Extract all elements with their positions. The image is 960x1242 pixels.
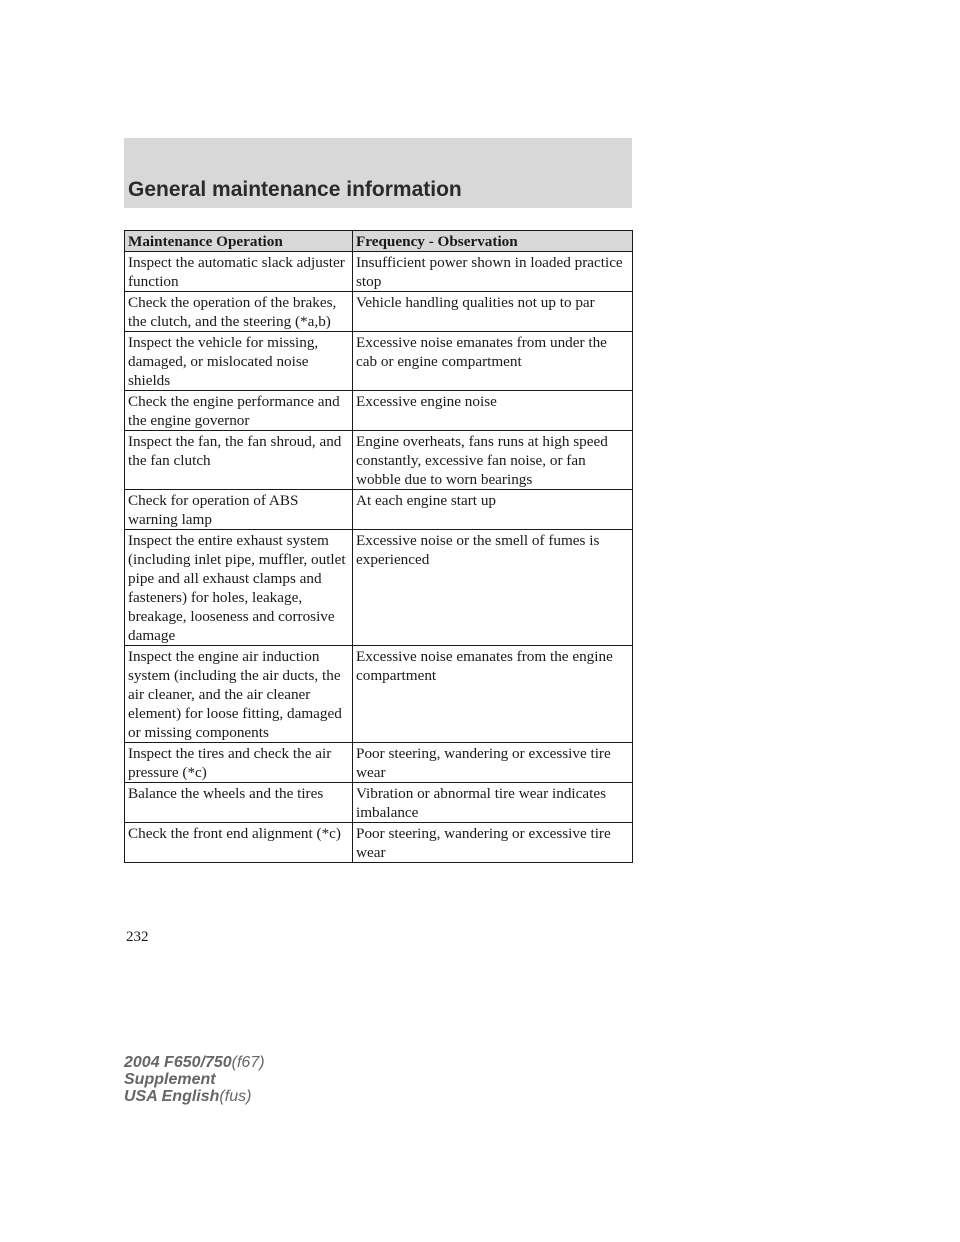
footer-doc-type-line: [124, 1071, 265, 1088]
operation-cell: Inspect the tires and check the air pressure (*c): [125, 743, 353, 783]
footer-language-line: [124, 1088, 265, 1105]
observation-cell: Poor steering, wandering or excessive tire wear: [353, 823, 633, 863]
operation-cell: Inspect the entire exhaust system (including inlet pipe, muffler, outlet pipe and all exhaust clamps and fasteners) for holes, leakage, breakage, looseness and corrosive damage: [125, 530, 353, 646]
observation-cell: Excessive engine noise: [353, 391, 633, 431]
table-row: [125, 391, 633, 431]
observation-cell: Engine overheats, fans runs at high speed constantly, excessive fan noise, or fan wobble due to worn bearings: [353, 431, 633, 490]
table-row: [125, 783, 633, 823]
column-header-operation: Maintenance Operation: [125, 231, 353, 252]
operation-cell: Check for operation of ABS warning lamp: [125, 490, 353, 530]
operation-cell: Check the engine performance and the engine governor: [125, 391, 353, 431]
operation-cell: Inspect the engine air induction system (including the air ducts, the air cleaner, and the air cleaner element) for loose fitting, damaged or missing components: [125, 646, 353, 743]
table-row: [125, 431, 633, 490]
operation-cell: Inspect the vehicle for missing, damaged, or mislocated noise shields: [125, 332, 353, 391]
operation-cell: Check the front end alignment (*c): [125, 823, 353, 863]
observation-cell: At each engine start up: [353, 490, 633, 530]
observation-cell: Vibration or abnormal tire wear indicates imbalance: [353, 783, 633, 823]
table-row: [125, 292, 633, 332]
observation-cell: Poor steering, wandering or excessive tire wear: [353, 743, 633, 783]
table-row: [125, 252, 633, 292]
maintenance-table: [124, 230, 633, 863]
table-row: [125, 743, 633, 783]
observation-cell: Insufficient power shown in loaded practice stop: [353, 252, 633, 292]
observation-cell: Vehicle handling qualities not up to par: [353, 292, 633, 332]
table-row: [125, 646, 633, 743]
footer-model-line: [124, 1054, 265, 1071]
operation-cell: Check the operation of the brakes, the clutch, and the steering (*a,b): [125, 292, 353, 332]
observation-cell: Excessive noise emanates from the engine compartment: [353, 646, 633, 743]
operation-cell: Inspect the fan, the fan shroud, and the fan clutch: [125, 431, 353, 490]
table-row: [125, 823, 633, 863]
footer-doc-type: Supplement: [124, 1071, 216, 1088]
footer-model-code: (f67): [231, 1054, 265, 1071]
footer-language: USA English: [124, 1088, 220, 1105]
operation-cell: Balance the wheels and the tires: [125, 783, 353, 823]
footer-model: 2004 F650/750: [124, 1054, 232, 1071]
page-number: 232: [126, 929, 149, 945]
section-title: General maintenance information: [128, 178, 462, 201]
table-header-row: [125, 231, 633, 252]
document-footer: [124, 1054, 265, 1105]
column-header-frequency: Frequency - Observation: [353, 231, 633, 252]
table-row: [125, 490, 633, 530]
observation-cell: Excessive noise emanates from under the cab or engine compartment: [353, 332, 633, 391]
table-row: [125, 332, 633, 391]
footer-language-code: (fus): [219, 1088, 252, 1105]
operation-cell: Inspect the automatic slack adjuster function: [125, 252, 353, 292]
observation-cell: Excessive noise or the smell of fumes is experienced: [353, 530, 633, 646]
table-row: [125, 530, 633, 646]
